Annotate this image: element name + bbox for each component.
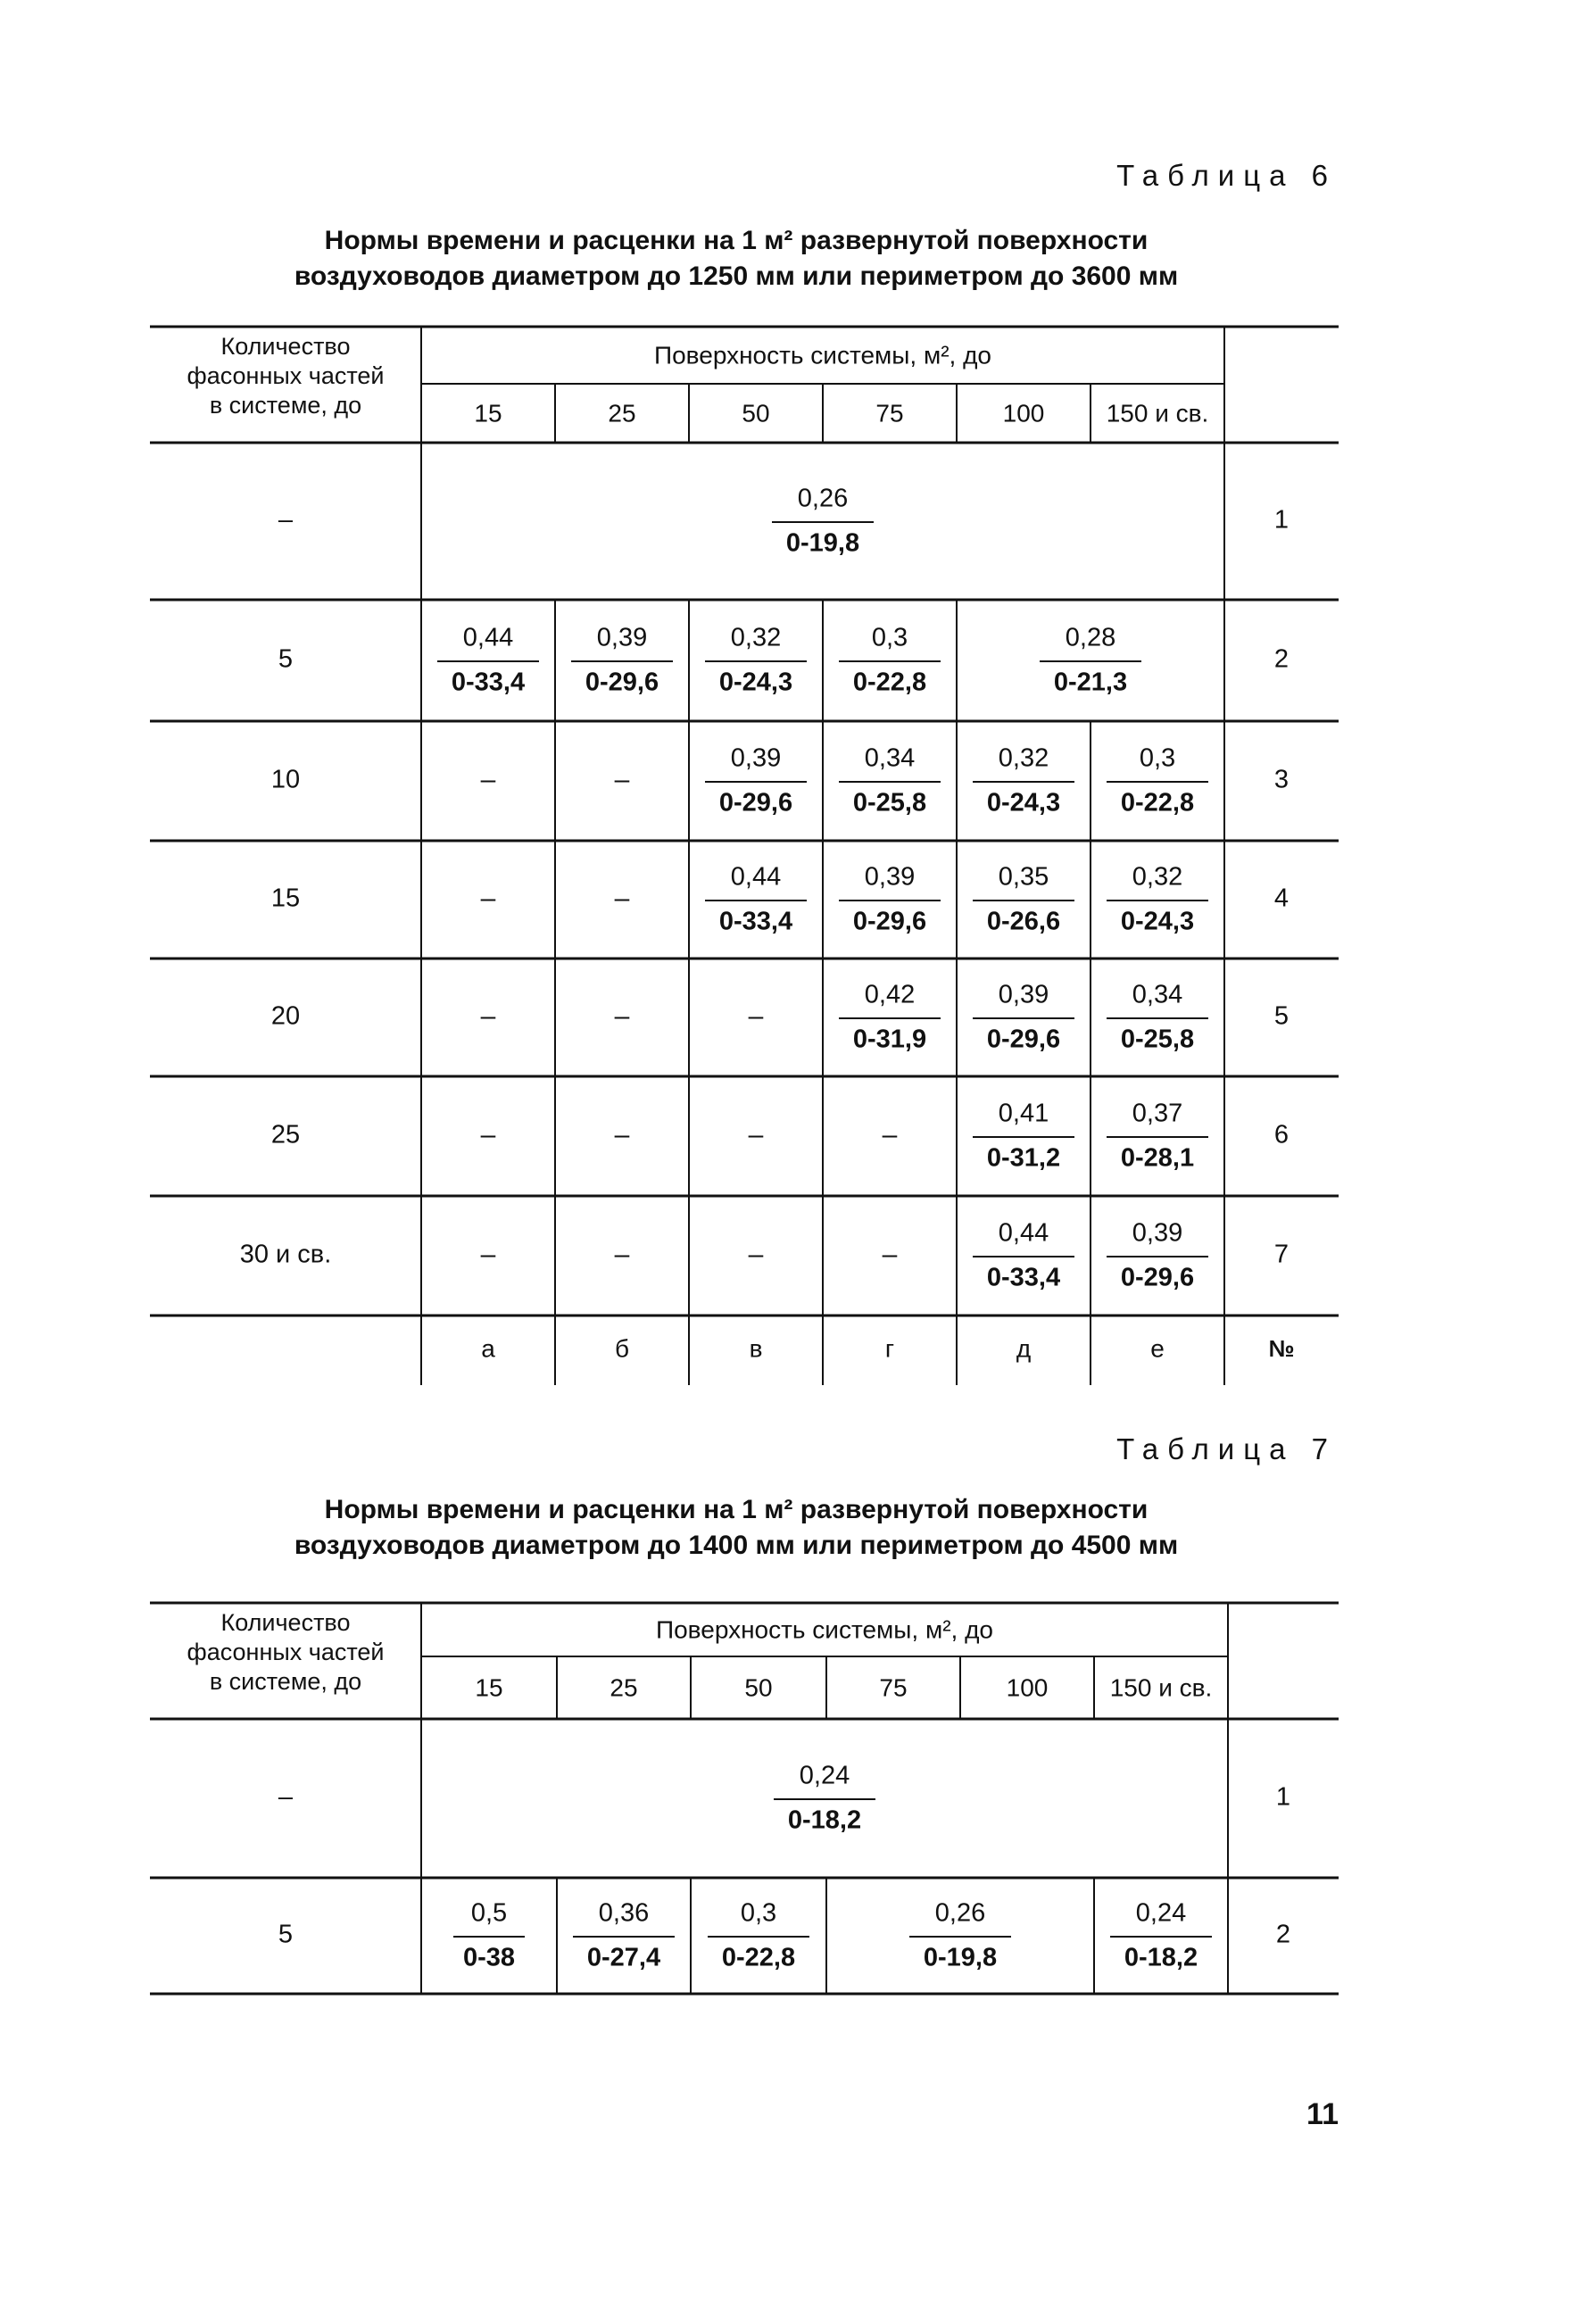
row-number: 3 xyxy=(1273,765,1290,794)
cell-rate: 0-24,3 xyxy=(1120,907,1195,936)
cell-rate: 0-33,4 xyxy=(986,1263,1061,1292)
row-label: 25 xyxy=(270,1120,301,1150)
row-header-text: фасонных частей xyxy=(187,362,385,390)
row-label: 10 xyxy=(270,765,301,794)
cell-norm-time: 0,34 xyxy=(1132,980,1183,1009)
cell-rate: 0-22,8 xyxy=(721,1943,796,1972)
cell-norm-time: 0,32 xyxy=(730,623,782,652)
cell-norm-time: 0,32 xyxy=(1132,862,1183,892)
cell-rate: 0-19,8 xyxy=(923,1943,998,1972)
table7-label: Таблица 7 xyxy=(1116,1432,1337,1465)
row-header-text: Количество xyxy=(220,333,351,361)
cell-norm-time: 0,39 xyxy=(998,980,1049,1009)
row-label: 5 xyxy=(278,1920,294,1949)
cell-dash: – xyxy=(882,1119,898,1150)
footer-letter: е xyxy=(1150,1334,1165,1363)
cell-dash: – xyxy=(480,764,496,794)
cell-dash: – xyxy=(480,1000,496,1031)
row-label: 5 xyxy=(278,644,294,674)
row-number: 4 xyxy=(1273,884,1290,913)
cell-rate: 0-29,6 xyxy=(852,907,927,936)
cell-norm-time: 0,44 xyxy=(998,1218,1049,1248)
footer-letter: д xyxy=(1016,1334,1032,1363)
cell-rate: 0-29,6 xyxy=(1120,1263,1195,1292)
column-header: 25 xyxy=(610,1673,638,1702)
cell-rate: 0-29,6 xyxy=(718,788,793,818)
cell-rate: 0-28,1 xyxy=(1120,1143,1195,1173)
group-header-text: Поверхность системы, м², до xyxy=(655,1615,994,1644)
cell-norm-time: 0,24 xyxy=(799,1761,850,1790)
cell-norm-time: 0,26 xyxy=(797,484,849,513)
cell-dash: – xyxy=(614,1239,630,1269)
row-number: 6 xyxy=(1273,1120,1290,1150)
cell-rate: 0-31,9 xyxy=(852,1025,927,1054)
cell-dash: – xyxy=(614,883,630,913)
row-number: 7 xyxy=(1273,1240,1290,1269)
table7-caption-line1: Нормы времени и расценки на 1 м² развернутой поверхности xyxy=(324,1495,1149,1524)
cell-rate: 0-29,6 xyxy=(585,668,659,697)
row-header-text: фасонных частей xyxy=(187,1639,385,1666)
cell-norm-time: 0,42 xyxy=(864,980,916,1009)
cell-dash: – xyxy=(748,1000,764,1031)
row-number: 1 xyxy=(1273,505,1290,535)
column-header: 100 xyxy=(1006,1673,1049,1702)
cell-norm-time: 0,24 xyxy=(1135,1898,1187,1928)
cell-rate: 0-22,8 xyxy=(1120,788,1195,818)
row-number: 2 xyxy=(1273,644,1290,674)
cell-rate: 0-24,3 xyxy=(986,788,1061,818)
cell-rate: 0-25,8 xyxy=(1120,1025,1195,1054)
column-header: 50 xyxy=(744,1673,773,1702)
row-header-text: Количество xyxy=(220,1609,351,1637)
cell-norm-time: 0,36 xyxy=(598,1898,650,1928)
cell-norm-time: 0,5 xyxy=(470,1898,508,1928)
column-header: 75 xyxy=(875,399,904,427)
table7-caption-line2: воздуховодов диаметром до 1400 мм или периметром до 4500 мм xyxy=(294,1531,1179,1560)
table6-label: Таблица 6 xyxy=(1116,159,1337,192)
column-header: 75 xyxy=(879,1673,908,1702)
cell-rate: 0-21,3 xyxy=(1053,668,1128,697)
cell-norm-time: 0,3 xyxy=(740,1898,777,1928)
row-number: 1 xyxy=(1275,1782,1291,1812)
column-header: 15 xyxy=(474,399,502,427)
cell-norm-time: 0,44 xyxy=(462,623,514,652)
row-label: 20 xyxy=(270,1001,301,1031)
cell-norm-time: 0,34 xyxy=(864,743,916,773)
cell-dash: – xyxy=(748,1119,764,1150)
row-header-text: в системе, до xyxy=(209,392,362,419)
cell-norm-time: 0,28 xyxy=(1065,623,1116,652)
cell-rate: 0-38 xyxy=(462,1943,516,1972)
cell-norm-time: 0,39 xyxy=(730,743,782,773)
cell-rate: 0-18,2 xyxy=(787,1805,862,1835)
column-header: 50 xyxy=(742,399,770,427)
cell-norm-time: 0,39 xyxy=(596,623,648,652)
footer-letter: г xyxy=(884,1334,895,1363)
cell-dash: – xyxy=(748,1239,764,1269)
row-number: 2 xyxy=(1275,1920,1291,1949)
column-header: 25 xyxy=(608,399,636,427)
table6-caption-line1: Нормы времени и расценки на 1 м² развернутой поверхности xyxy=(324,226,1149,255)
cell-rate: 0-27,4 xyxy=(586,1943,661,1972)
cell-dash: – xyxy=(882,1239,898,1269)
cell-rate: 0-26,6 xyxy=(986,907,1061,936)
row-number: 5 xyxy=(1273,1001,1290,1031)
cell-dash: – xyxy=(480,1239,496,1269)
footer-letter: а xyxy=(481,1334,495,1363)
cell-dash: – xyxy=(614,764,630,794)
page-number: 11 xyxy=(1306,2097,1339,2131)
footer-no-label: № xyxy=(1268,1334,1295,1362)
cell-norm-time: 0,41 xyxy=(998,1099,1049,1128)
cell-rate: 0-33,4 xyxy=(451,668,526,697)
cell-norm-time: 0,35 xyxy=(998,862,1049,892)
cell-rate: 0-18,2 xyxy=(1124,1943,1198,1972)
footer-letter: б xyxy=(614,1334,630,1363)
row-label: – xyxy=(278,1782,294,1812)
cell-norm-time: 0,32 xyxy=(998,743,1049,773)
cell-rate: 0-25,8 xyxy=(852,788,927,818)
row-label: – xyxy=(278,505,294,535)
cell-rate: 0-31,2 xyxy=(986,1143,1061,1173)
cell-norm-time: 0,3 xyxy=(1139,743,1176,773)
group-header-text: Поверхность системы, м², до xyxy=(653,341,992,369)
cell-dash: – xyxy=(614,1119,630,1150)
cell-rate: 0-33,4 xyxy=(718,907,793,936)
cell-norm-time: 0,39 xyxy=(1132,1218,1183,1248)
footer-letter: в xyxy=(749,1334,763,1363)
cell-rate: 0-24,3 xyxy=(718,668,793,697)
cell-rate: 0-22,8 xyxy=(852,668,927,697)
cell-dash: – xyxy=(480,1119,496,1150)
cell-norm-time: 0,3 xyxy=(871,623,908,652)
cell-dash: – xyxy=(480,883,496,913)
row-label: 30 и св. xyxy=(239,1240,332,1269)
column-header: 150 и св. xyxy=(1109,1673,1213,1702)
cell-norm-time: 0,26 xyxy=(934,1898,986,1928)
column-header: 15 xyxy=(475,1673,503,1702)
row-header-text: в системе, до xyxy=(209,1668,362,1696)
cell-dash: – xyxy=(614,1000,630,1031)
cell-norm-time: 0,37 xyxy=(1132,1099,1183,1128)
row-label: 15 xyxy=(270,884,301,913)
column-header: 100 xyxy=(1002,399,1045,427)
cell-rate: 0-19,8 xyxy=(785,528,860,558)
column-header: 150 и св. xyxy=(1106,399,1209,427)
cell-rate: 0-29,6 xyxy=(986,1025,1061,1054)
cell-norm-time: 0,39 xyxy=(864,862,916,892)
table6-caption-line2: воздуховодов диаметром до 1250 мм или периметром до 3600 мм xyxy=(294,261,1179,291)
cell-norm-time: 0,44 xyxy=(730,862,782,892)
